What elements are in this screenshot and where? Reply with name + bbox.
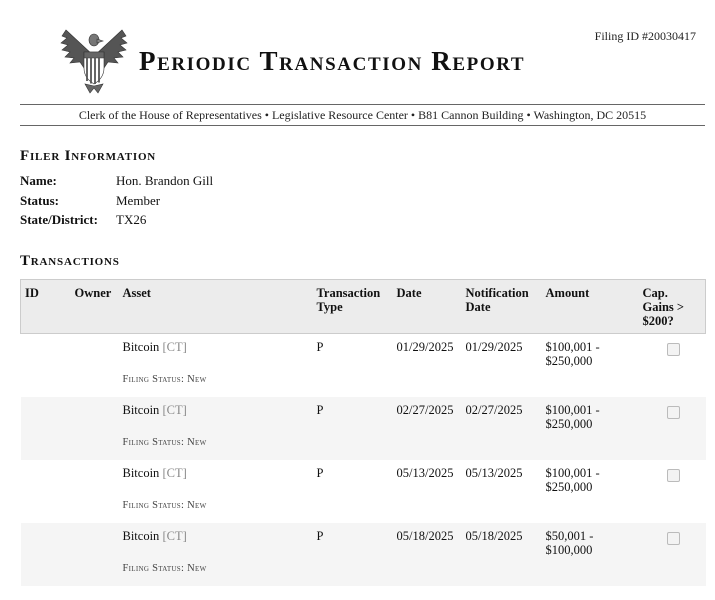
header-divider: [20, 104, 705, 105]
asset-name: Bitcoin: [122, 466, 160, 480]
row-owner: [71, 460, 119, 495]
row-amount: $100,001 - $250,000: [542, 397, 639, 432]
row-cap-gains: [639, 460, 706, 495]
row-amount: $50,001 - $100,000: [542, 523, 639, 558]
filing-status-value: New: [187, 437, 207, 448]
table-row: [21, 460, 706, 495]
table-row: [21, 523, 706, 558]
row-cap-gains: [639, 523, 706, 558]
asset-name: Bitcoin: [122, 403, 160, 417]
cap-gains-checkbox: [667, 406, 680, 419]
filing-status-value: New: [187, 500, 207, 511]
filer-information: [20, 173, 213, 232]
row-owner: [71, 397, 119, 432]
col-id: ID: [21, 280, 71, 334]
cap-gains-checkbox: [667, 532, 680, 545]
transactions-heading: Transactions: [20, 253, 120, 269]
row-date: 02/27/2025: [393, 397, 462, 432]
filing-status-row: [21, 495, 706, 523]
row-date: 05/18/2025: [393, 523, 462, 558]
asset-name: Bitcoin: [122, 340, 160, 354]
col-cap-gains: Cap. Gains > $200?: [639, 280, 706, 334]
asset-type: [CT]: [162, 466, 187, 480]
eagle-seal-icon: [58, 26, 130, 94]
row-id: [21, 397, 71, 432]
row-notification-date: 02/27/2025: [462, 397, 542, 432]
row-type: P: [316, 340, 324, 354]
row-amount: $100,001 - $250,000: [545, 340, 600, 368]
row-type: P: [313, 397, 393, 432]
name-label: Name:: [20, 173, 57, 188]
row-cap-gains: [639, 334, 706, 370]
row-asset: [119, 334, 313, 370]
col-owner: Owner: [71, 280, 119, 334]
filer-name: Hon. Brandon Gill: [116, 173, 214, 188]
report-title: Periodic Transaction Report: [139, 46, 526, 76]
row-id: [21, 523, 71, 558]
filing-status-row: [21, 369, 706, 397]
filer-information-heading: Filer Information: [20, 148, 157, 164]
asset-type: [CT]: [162, 403, 187, 417]
row-asset: [119, 397, 313, 432]
table-row: [21, 334, 706, 370]
filing-status-row: [21, 558, 706, 586]
cap-gains-checkbox: [667, 469, 680, 482]
row-cap-gains: [639, 397, 706, 432]
transactions-table: [20, 279, 706, 586]
table-header-row: [21, 280, 706, 334]
row-id: [21, 334, 71, 370]
row-notification-date: 05/18/2025: [462, 523, 542, 558]
row-date: 01/29/2025: [396, 340, 454, 354]
filing-status-value: New: [187, 563, 207, 574]
row-notification-date: 01/29/2025: [465, 340, 523, 354]
filing-status-value: New: [187, 374, 207, 385]
row-type: P: [313, 523, 393, 558]
row-notification-date: 05/13/2025: [465, 466, 523, 480]
filer-status: Member: [116, 192, 161, 208]
row-owner: [71, 523, 119, 558]
district-label: State/District:: [20, 212, 98, 227]
filing-id: Filing ID #20030417: [594, 29, 696, 43]
col-date: Date: [393, 280, 462, 334]
row-amount: $100,001 - $250,000: [545, 466, 600, 494]
filing-status-label: Filing Status:: [122, 437, 185, 448]
row-id: [21, 460, 71, 495]
filing-status-row: [21, 432, 706, 460]
row-owner: [71, 334, 119, 370]
filing-status-label: Filing Status:: [122, 374, 185, 385]
table-row: [21, 397, 706, 432]
asset-type: [CT]: [162, 529, 187, 543]
status-label: Status:: [20, 192, 60, 208]
col-asset: Asset: [119, 280, 313, 334]
row-type: P: [316, 466, 324, 480]
filer-district: TX26: [116, 212, 147, 227]
asset-type: [CT]: [162, 340, 187, 354]
col-notification-date: Notification Date: [462, 280, 542, 334]
row-asset: [119, 523, 313, 558]
cap-gains-checkbox: [667, 343, 680, 356]
row-date: 05/13/2025: [396, 466, 454, 480]
col-transaction-type: Transaction Type: [313, 280, 393, 334]
filing-status-label: Filing Status:: [122, 500, 185, 511]
header-divider-bottom: [20, 125, 705, 126]
col-amount: Amount: [542, 280, 639, 334]
clerk-address: Clerk of the House of Representatives • Legislative Resource Center • B81 Cannon Building • Washington, DC 20515: [78, 108, 647, 122]
row-asset: [119, 460, 313, 495]
filing-status-label: Filing Status:: [122, 563, 185, 574]
asset-name: Bitcoin: [122, 529, 160, 543]
